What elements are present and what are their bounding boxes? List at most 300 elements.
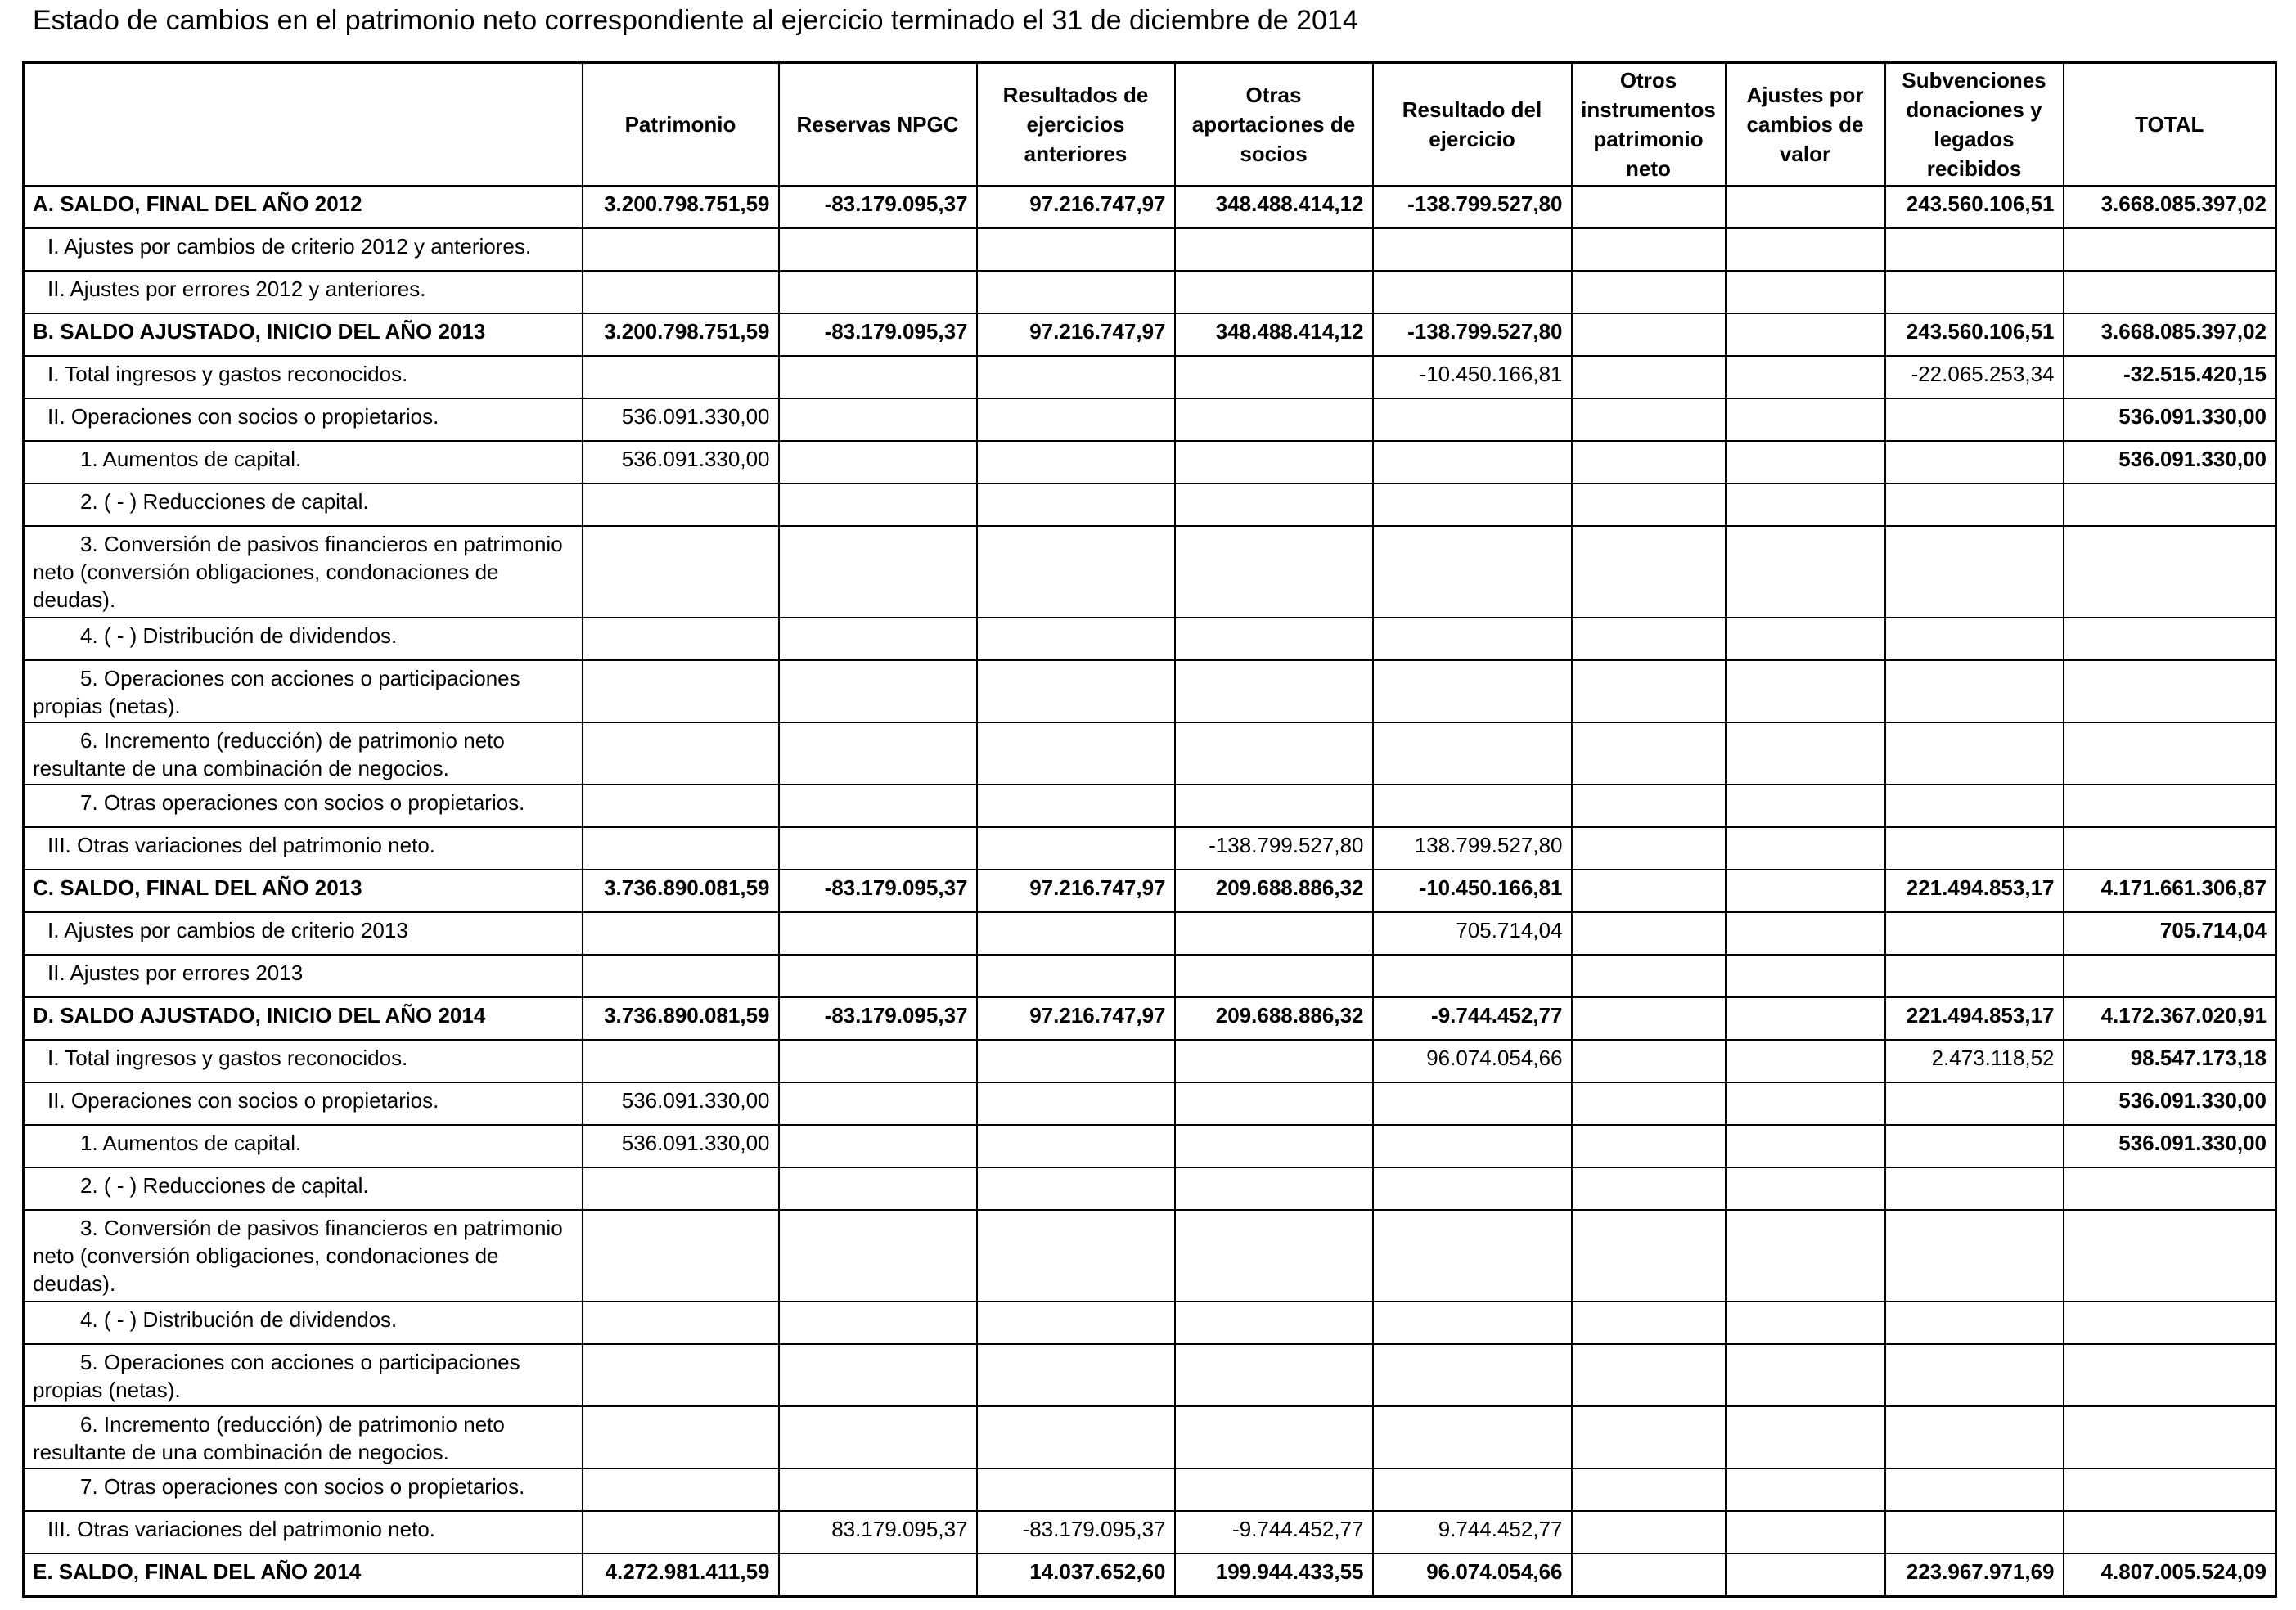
amount-cell <box>1373 441 1572 483</box>
table-row <box>24 483 2276 526</box>
amount-cell: 97.216.747,97 <box>977 997 1175 1040</box>
amount-cell: 536.091.330,00 <box>583 1082 779 1125</box>
amount-cell <box>1885 1344 2064 1406</box>
amount-cell <box>1885 722 2064 785</box>
amount-cell <box>977 483 1175 526</box>
table-row <box>24 1040 2276 1082</box>
amount-cell <box>583 483 779 526</box>
amount-cell <box>779 1344 977 1406</box>
amount-cell <box>977 912 1175 955</box>
row-label: 1. Aumentos de capital. <box>24 441 583 483</box>
table-row <box>24 1468 2276 1511</box>
amount-cell: 2.473.118,52 <box>1885 1040 2064 1082</box>
amount-cell <box>583 618 779 660</box>
amount-cell <box>1726 271 1885 313</box>
amount-cell <box>977 228 1175 271</box>
amount-cell <box>779 356 977 398</box>
amount-cell: 536.091.330,00 <box>583 441 779 483</box>
amount-cell <box>1572 1511 1726 1554</box>
amount-cell <box>1175 722 1373 785</box>
amount-cell <box>1572 271 1726 313</box>
amount-cell <box>1726 785 1885 827</box>
amount-cell <box>1885 483 2064 526</box>
amount-cell <box>1175 1468 1373 1511</box>
table-row <box>24 722 2276 785</box>
amount-cell <box>1175 1344 1373 1406</box>
amount-cell <box>977 356 1175 398</box>
amount-cell <box>1726 955 1885 997</box>
amount-cell: 536.091.330,00 <box>583 398 779 441</box>
row-label: 2. ( - ) Reducciones de capital. <box>24 483 583 526</box>
row-label: I. Ajustes por cambios de criterio 2012 y anteriores. <box>24 228 583 271</box>
amount-cell <box>1572 1302 1726 1344</box>
column-header: Subvenciones donaciones y legados recibidos <box>1885 63 2064 187</box>
amount-cell <box>1175 228 1373 271</box>
amount-cell <box>1885 441 2064 483</box>
column-header: Ajustes por cambios de valor <box>1726 63 1885 187</box>
amount-cell <box>1373 1468 1572 1511</box>
amount-cell: -83.179.095,37 <box>779 997 977 1040</box>
column-header: Otros instrumentos patrimonio neto <box>1572 63 1726 187</box>
amount-cell <box>1726 1344 1885 1406</box>
amount-cell: 3.668.085.397,02 <box>2064 186 2276 228</box>
amount-cell <box>1572 1344 1726 1406</box>
amount-cell <box>1572 1468 1726 1511</box>
amount-cell <box>2064 660 2276 722</box>
amount-cell: -32.515.420,15 <box>2064 356 2276 398</box>
amount-cell <box>2064 483 2276 526</box>
balance-row <box>24 313 2276 356</box>
amount-cell <box>977 1302 1175 1344</box>
amount-cell <box>2064 1302 2276 1344</box>
amount-cell <box>977 785 1175 827</box>
amount-cell <box>1726 398 1885 441</box>
column-header: Reservas NPGC <box>779 63 977 187</box>
amount-cell <box>1885 1511 2064 1554</box>
amount-cell <box>1885 1406 2064 1468</box>
amount-cell <box>977 1210 1175 1302</box>
amount-cell <box>1885 827 2064 870</box>
amount-cell <box>1572 1040 1726 1082</box>
row-label: 5. Operaciones con acciones o participaciones propias (netas). <box>24 1344 583 1406</box>
amount-cell <box>583 228 779 271</box>
amount-cell <box>2064 955 2276 997</box>
amount-cell <box>779 722 977 785</box>
table-row <box>24 1210 2276 1302</box>
amount-cell: 536.091.330,00 <box>2064 1125 2276 1167</box>
amount-cell: 3.200.798.751,59 <box>583 313 779 356</box>
amount-cell <box>1373 526 1572 618</box>
amount-cell <box>2064 1468 2276 1511</box>
amount-cell: 83.179.095,37 <box>779 1511 977 1554</box>
amount-cell <box>977 722 1175 785</box>
amount-cell <box>779 827 977 870</box>
amount-cell: 97.216.747,97 <box>977 870 1175 912</box>
amount-cell <box>1885 271 2064 313</box>
column-header: Resultado del ejercicio <box>1373 63 1572 187</box>
amount-cell <box>583 1302 779 1344</box>
balance-row <box>24 186 2276 228</box>
amount-cell: 223.967.971,69 <box>1885 1554 2064 1597</box>
amount-cell: -22.065.253,34 <box>1885 356 2064 398</box>
amount-cell <box>1885 912 2064 955</box>
amount-cell: 348.488.414,12 <box>1175 186 1373 228</box>
table-row <box>24 827 2276 870</box>
amount-cell <box>583 1406 779 1468</box>
row-label: II. Ajustes por errores 2012 y anteriores. <box>24 271 583 313</box>
row-label: III. Otras variaciones del patrimonio neto. <box>24 827 583 870</box>
amount-cell <box>2064 1167 2276 1210</box>
amount-cell <box>1885 1082 2064 1125</box>
amount-cell <box>2064 526 2276 618</box>
amount-cell <box>1726 1406 1885 1468</box>
amount-cell <box>1373 1344 1572 1406</box>
table-header-row <box>24 63 2276 187</box>
amount-cell: 138.799.527,80 <box>1373 827 1572 870</box>
amount-cell <box>1726 186 1885 228</box>
amount-cell: 98.547.173,18 <box>2064 1040 2276 1082</box>
amount-cell <box>583 1344 779 1406</box>
amount-cell <box>977 1167 1175 1210</box>
amount-cell <box>1373 785 1572 827</box>
amount-cell <box>1885 618 2064 660</box>
amount-cell: 199.944.433,55 <box>1175 1554 1373 1597</box>
amount-cell <box>1572 722 1726 785</box>
amount-cell <box>1885 1210 2064 1302</box>
amount-cell <box>1572 618 1726 660</box>
amount-cell <box>1726 1040 1885 1082</box>
amount-cell <box>779 1302 977 1344</box>
amount-cell <box>1373 1167 1572 1210</box>
row-label: 4. ( - ) Distribución de dividendos. <box>24 618 583 660</box>
amount-cell: 221.494.853,17 <box>1885 870 2064 912</box>
amount-cell <box>1885 955 2064 997</box>
amount-cell <box>779 785 977 827</box>
amount-cell <box>1572 228 1726 271</box>
amount-cell <box>1726 997 1885 1040</box>
amount-cell: 4.272.981.411,59 <box>583 1554 779 1597</box>
document-title: Estado de cambios en el patrimonio neto correspondiente al ejercicio terminado el 31 de diciembre de 2014 <box>33 5 1358 36</box>
amount-cell <box>583 955 779 997</box>
amount-cell <box>1572 356 1726 398</box>
amount-cell: -10.450.166,81 <box>1373 356 1572 398</box>
amount-cell <box>779 1040 977 1082</box>
amount-cell <box>1175 1082 1373 1125</box>
amount-cell <box>1726 1210 1885 1302</box>
amount-cell <box>1373 660 1572 722</box>
amount-cell <box>977 1082 1175 1125</box>
amount-cell <box>583 1040 779 1082</box>
amount-cell <box>1726 1468 1885 1511</box>
amount-cell <box>1885 398 2064 441</box>
amount-cell <box>779 618 977 660</box>
amount-cell: -9.744.452,77 <box>1175 1511 1373 1554</box>
amount-cell <box>1572 997 1726 1040</box>
table-row <box>24 441 2276 483</box>
amount-cell <box>1175 483 1373 526</box>
amount-cell <box>583 827 779 870</box>
table-row <box>24 955 2276 997</box>
row-label: 2. ( - ) Reducciones de capital. <box>24 1167 583 1210</box>
amount-cell <box>1373 271 1572 313</box>
amount-cell <box>583 1210 779 1302</box>
amount-cell <box>1572 1167 1726 1210</box>
row-label: 5. Operaciones con acciones o participaciones propias (netas). <box>24 660 583 722</box>
amount-cell <box>1726 870 1885 912</box>
amount-cell: 4.807.005.524,09 <box>2064 1554 2276 1597</box>
amount-cell <box>2064 722 2276 785</box>
row-label: 3. Conversión de pasivos financieros en patrimonio neto (conversión obligaciones, condonaciones de deudas). <box>24 1210 583 1302</box>
amount-cell <box>1373 228 1572 271</box>
amount-cell <box>583 660 779 722</box>
amount-cell <box>1373 618 1572 660</box>
amount-cell <box>2064 271 2276 313</box>
amount-cell <box>779 1125 977 1167</box>
amount-cell <box>977 1468 1175 1511</box>
amount-cell <box>1726 660 1885 722</box>
table-row <box>24 356 2276 398</box>
amount-cell <box>1373 722 1572 785</box>
amount-cell <box>977 1406 1175 1468</box>
amount-cell: 221.494.853,17 <box>1885 997 2064 1040</box>
amount-cell <box>1373 398 1572 441</box>
table-row <box>24 1406 2276 1468</box>
amount-cell <box>1572 827 1726 870</box>
amount-cell <box>1572 955 1726 997</box>
amount-cell: -83.179.095,37 <box>977 1511 1175 1554</box>
column-header: Patrimonio <box>583 63 779 187</box>
amount-cell: 96.074.054,66 <box>1373 1040 1572 1082</box>
amount-cell <box>1726 1125 1885 1167</box>
amount-cell <box>1726 526 1885 618</box>
amount-cell <box>977 1125 1175 1167</box>
amount-cell <box>1175 912 1373 955</box>
amount-cell <box>1175 1302 1373 1344</box>
amount-cell <box>1726 1167 1885 1210</box>
amount-cell <box>583 912 779 955</box>
amount-cell <box>977 955 1175 997</box>
row-label: II. Operaciones con socios o propietarios. <box>24 1082 583 1125</box>
amount-cell: 3.668.085.397,02 <box>2064 313 2276 356</box>
row-label: II. Operaciones con socios o propietarios. <box>24 398 583 441</box>
amount-cell: 243.560.106,51 <box>1885 313 2064 356</box>
amount-cell <box>1373 1302 1572 1344</box>
amount-cell <box>1572 526 1726 618</box>
table-body <box>24 186 2276 1597</box>
amount-cell <box>1726 1511 1885 1554</box>
amount-cell <box>779 912 977 955</box>
amount-cell <box>2064 785 2276 827</box>
amount-cell: -83.179.095,37 <box>779 313 977 356</box>
row-label: 6. Incremento (reducción) de patrimonio neto resultante de una combinación de negocios. <box>24 1406 583 1468</box>
amount-cell <box>1726 1082 1885 1125</box>
table-row <box>24 618 2276 660</box>
table-row <box>24 526 2276 618</box>
table-row <box>24 660 2276 722</box>
table-row <box>24 1167 2276 1210</box>
amount-cell <box>1175 356 1373 398</box>
row-label: C. SALDO, FINAL DEL AÑO 2013 <box>24 870 583 912</box>
amount-cell <box>1572 785 1726 827</box>
amount-cell <box>1572 441 1726 483</box>
column-header: Otras aportaciones de socios <box>1175 63 1373 187</box>
row-label: 1. Aumentos de capital. <box>24 1125 583 1167</box>
amount-cell: 705.714,04 <box>1373 912 1572 955</box>
amount-cell <box>779 955 977 997</box>
row-label: A. SALDO, FINAL DEL AÑO 2012 <box>24 186 583 228</box>
amount-cell <box>1175 271 1373 313</box>
amount-cell <box>779 1468 977 1511</box>
amount-cell <box>779 526 977 618</box>
amount-cell: 3.736.890.081,59 <box>583 997 779 1040</box>
table-row <box>24 1302 2276 1344</box>
amount-cell: 14.037.652,60 <box>977 1554 1175 1597</box>
amount-cell <box>977 1040 1175 1082</box>
amount-cell <box>1373 1082 1572 1125</box>
amount-cell <box>1572 870 1726 912</box>
amount-cell <box>1726 313 1885 356</box>
row-label: 7. Otras operaciones con socios o propietarios. <box>24 1468 583 1511</box>
table-row <box>24 785 2276 827</box>
amount-cell <box>1175 526 1373 618</box>
amount-cell <box>1885 1167 2064 1210</box>
amount-cell <box>1885 1125 2064 1167</box>
amount-cell: -138.799.527,80 <box>1373 186 1572 228</box>
amount-cell: 97.216.747,97 <box>977 186 1175 228</box>
amount-cell <box>2064 1406 2276 1468</box>
amount-cell <box>1175 1406 1373 1468</box>
amount-cell <box>779 1082 977 1125</box>
balance-row <box>24 1554 2276 1597</box>
amount-cell <box>583 526 779 618</box>
amount-cell: -83.179.095,37 <box>779 870 977 912</box>
amount-cell <box>1572 186 1726 228</box>
amount-cell <box>1572 1125 1726 1167</box>
amount-cell <box>1373 1406 1572 1468</box>
table-row <box>24 1125 2276 1167</box>
row-label: 7. Otras operaciones con socios o propietarios. <box>24 785 583 827</box>
amount-cell <box>1572 398 1726 441</box>
amount-cell: 536.091.330,00 <box>583 1125 779 1167</box>
amount-cell <box>1726 912 1885 955</box>
amount-cell <box>779 1406 977 1468</box>
amount-cell <box>977 618 1175 660</box>
amount-cell <box>1175 785 1373 827</box>
amount-cell <box>1572 1554 1726 1597</box>
table-row <box>24 271 2276 313</box>
amount-cell <box>1175 660 1373 722</box>
amount-cell <box>1726 1554 1885 1597</box>
amount-cell: 96.074.054,66 <box>1373 1554 1572 1597</box>
amount-cell: 4.172.367.020,91 <box>2064 997 2276 1040</box>
amount-cell <box>1175 398 1373 441</box>
amount-cell: 3.736.890.081,59 <box>583 870 779 912</box>
amount-cell <box>1175 1125 1373 1167</box>
amount-cell <box>1726 722 1885 785</box>
amount-cell: 3.200.798.751,59 <box>583 186 779 228</box>
amount-cell <box>1175 955 1373 997</box>
amount-cell: 536.091.330,00 <box>2064 441 2276 483</box>
amount-cell <box>1175 618 1373 660</box>
amount-cell <box>1726 441 1885 483</box>
amount-cell <box>1572 1082 1726 1125</box>
amount-cell: -138.799.527,80 <box>1175 827 1373 870</box>
amount-cell <box>977 827 1175 870</box>
amount-cell: -9.744.452,77 <box>1373 997 1572 1040</box>
amount-cell <box>1572 660 1726 722</box>
row-label: II. Ajustes por errores 2013 <box>24 955 583 997</box>
amount-cell <box>1885 660 2064 722</box>
amount-cell: -138.799.527,80 <box>1373 313 1572 356</box>
amount-cell <box>977 526 1175 618</box>
amount-cell <box>583 1468 779 1511</box>
equity-changes-table <box>22 61 2277 1598</box>
amount-cell: 209.688.886,32 <box>1175 997 1373 1040</box>
amount-cell <box>583 785 779 827</box>
amount-cell <box>1175 441 1373 483</box>
amount-cell <box>2064 618 2276 660</box>
amount-cell <box>2064 228 2276 271</box>
amount-cell <box>583 1511 779 1554</box>
amount-cell <box>1572 1210 1726 1302</box>
amount-cell: 243.560.106,51 <box>1885 186 2064 228</box>
amount-cell: 536.091.330,00 <box>2064 1082 2276 1125</box>
table-row <box>24 398 2276 441</box>
amount-cell: 348.488.414,12 <box>1175 313 1373 356</box>
amount-cell <box>1885 526 2064 618</box>
amount-cell <box>1373 483 1572 526</box>
amount-cell <box>583 1167 779 1210</box>
row-label: I. Total ingresos y gastos reconocidos. <box>24 1040 583 1082</box>
amount-cell <box>779 228 977 271</box>
row-label: 4. ( - ) Distribución de dividendos. <box>24 1302 583 1344</box>
table-row <box>24 228 2276 271</box>
amount-cell <box>1175 1210 1373 1302</box>
amount-cell <box>779 271 977 313</box>
amount-cell <box>1885 1468 2064 1511</box>
amount-cell <box>1373 955 1572 997</box>
amount-cell <box>977 660 1175 722</box>
balance-row <box>24 997 2276 1040</box>
amount-cell <box>779 1554 977 1597</box>
amount-cell <box>1175 1167 1373 1210</box>
amount-cell <box>1726 228 1885 271</box>
amount-cell <box>1726 827 1885 870</box>
amount-cell <box>779 1210 977 1302</box>
amount-cell <box>779 398 977 441</box>
amount-cell <box>977 271 1175 313</box>
amount-cell: -83.179.095,37 <box>779 186 977 228</box>
amount-cell <box>977 441 1175 483</box>
amount-cell <box>1726 356 1885 398</box>
amount-cell: 209.688.886,32 <box>1175 870 1373 912</box>
amount-cell: 9.744.452,77 <box>1373 1511 1572 1554</box>
amount-cell <box>1885 785 2064 827</box>
row-label: 3. Conversión de pasivos financieros en patrimonio neto (conversión obligaciones, condonaciones de deudas). <box>24 526 583 618</box>
column-header: Resultados de ejercicios anteriores <box>977 63 1175 187</box>
amount-cell <box>2064 827 2276 870</box>
amount-cell: 536.091.330,00 <box>2064 398 2276 441</box>
row-label: D. SALDO AJUSTADO, INICIO DEL AÑO 2014 <box>24 997 583 1040</box>
amount-cell <box>1885 1302 2064 1344</box>
amount-cell <box>779 1167 977 1210</box>
amount-cell <box>1572 1406 1726 1468</box>
table-row <box>24 912 2276 955</box>
amount-cell: -10.450.166,81 <box>1373 870 1572 912</box>
amount-cell <box>779 441 977 483</box>
amount-cell <box>2064 1210 2276 1302</box>
amount-cell <box>583 722 779 785</box>
